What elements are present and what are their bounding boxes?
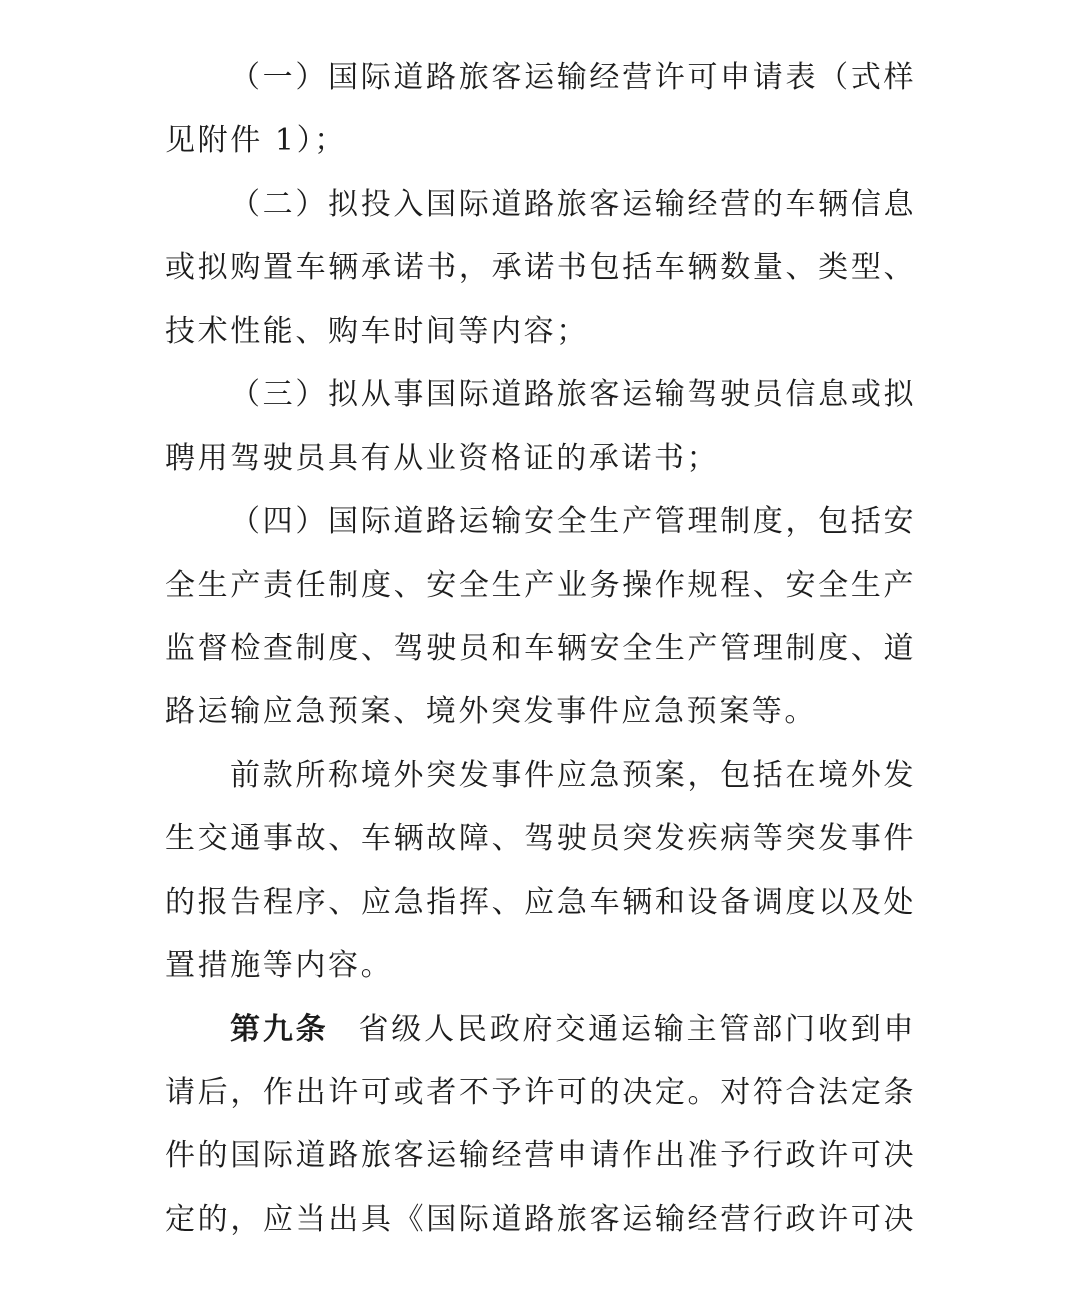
paragraph-line: 定的，应当出具《国际道路旅客运输经营行政许可决: [165, 1201, 915, 1237]
paragraph-line: 技术性能、购车时间等内容；: [165, 313, 589, 349]
paragraph-line: 监督检查制度、驾驶员和车辆安全生产管理制度、道: [165, 630, 915, 666]
list-item-1: [165, 46, 915, 173]
article-label: 第九条: [230, 1011, 329, 1047]
paragraph-line: 生交通事故、车辆故障、驾驶员突发疾病等突发事件: [165, 821, 915, 857]
paragraph-line: 请后，作出许可或者不予许可的决定。对符合法定条: [165, 1075, 915, 1110]
list-item-3: [165, 363, 915, 490]
article-text: 省级人民政府交通运输主管部门收到申: [358, 1011, 916, 1047]
list-item-2: [165, 173, 915, 363]
paragraph-line: 置措施等内容。: [165, 948, 394, 984]
paragraph-line: 路运输应急预案、境外突发事件应急预案等。: [165, 694, 817, 730]
paragraph-line: 全生产责任制度、安全生产业务操作规程、安全生产: [165, 567, 915, 603]
list-item-4: [165, 490, 915, 744]
paragraph-line: 或拟购置车辆承诺书，承诺书包括车辆数量、类型、: [165, 250, 915, 286]
paragraph-line: 的报告程序、应急指挥、应急车辆和设备调度以及处: [165, 884, 915, 920]
paragraph-line: [165, 998, 915, 1061]
paragraph-line: （一）国际道路旅客运输经营许可申请表（式样: [230, 60, 915, 95]
paragraph-emergency-plan: [165, 744, 915, 998]
paragraph-line: （四）国际道路运输安全生产管理制度，包括安: [230, 504, 915, 540]
paragraph-line: （二）拟投入国际道路旅客运输经营的车辆信息: [230, 186, 915, 222]
paragraph-line: （三）拟从事国际道路旅客运输驾驶员信息或拟: [230, 377, 915, 413]
paragraph-line: 聘用驾驶员具有从业资格证的承诺书；: [165, 440, 720, 476]
article-9: [165, 998, 915, 1252]
paragraph-line: 前款所称境外突发事件应急预案，包括在境外发: [230, 757, 915, 793]
paragraph-line: 件的国际道路旅客运输经营申请作出准予行政许可决: [165, 1138, 915, 1174]
paragraph-line: 见附件 1）；: [165, 123, 347, 159]
document-body: [165, 46, 915, 1251]
